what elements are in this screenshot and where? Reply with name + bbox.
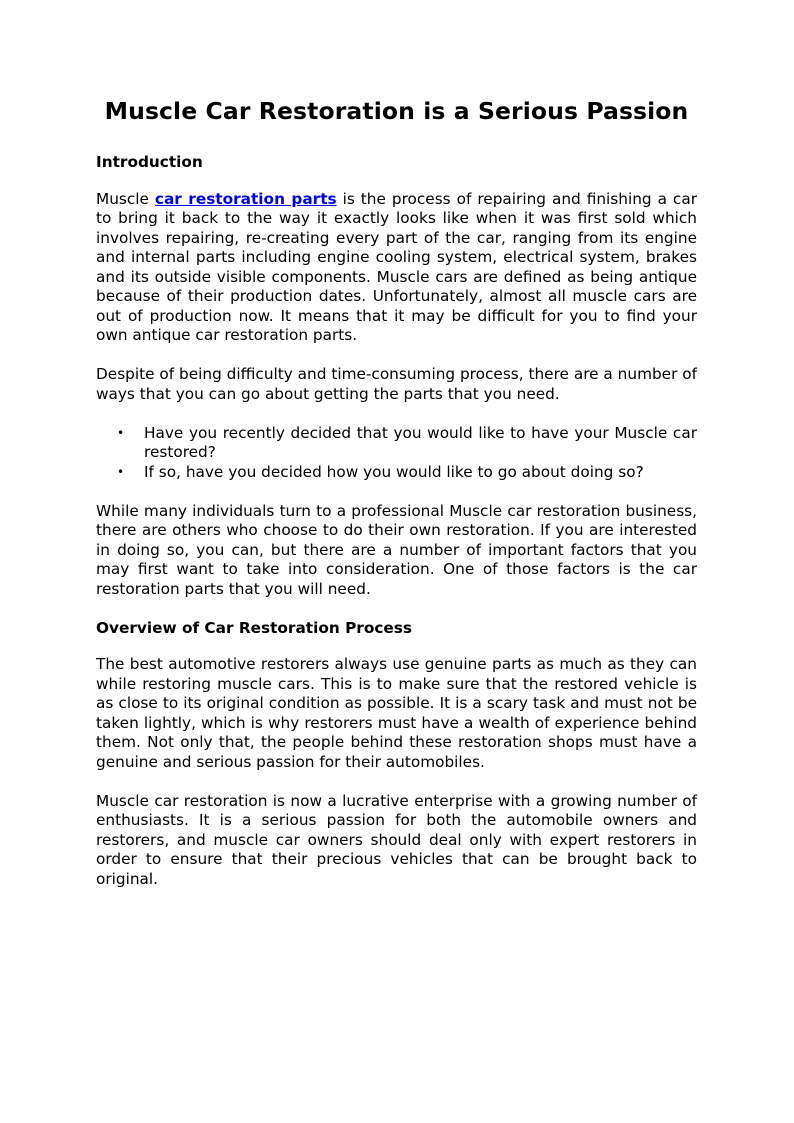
car-restoration-parts-link[interactable]: car restoration parts (154, 189, 337, 208)
bullet-icon: • (117, 464, 125, 479)
overview-heading: Overview of Car Restoration Process (96, 618, 412, 637)
page-title: Muscle Car Restoration is a Serious Passion (104, 97, 689, 125)
bullet-icon: • (117, 425, 125, 440)
list-item (117, 423, 697, 463)
intro-paragraph-3: While many individuals turn to a professional Muscle car restoration business, there are others who choose to do their own restoration. If you are interested in doing so, you can, but there are a number of important factors that you may first want to take into consideration. One of those factors is the car restoration parts that you will need. (96, 501, 697, 598)
intro-p1-suffix: is the process of repairing and finishing a car to bring it back to the way it exactly looks like when it was first sold which involves repairing, re-creating every part of the car, ranging from its engine and internal parts including engine cooling system, electrical system, brakes and its outside visible components. Muscle cars are defined as being antique because of their production dates. Unfortunately, almost all muscle cars are out of production now. It means that it may be difficult for you to find your own antique car restoration parts. (96, 189, 697, 344)
list-item (117, 462, 697, 483)
intro-paragraph-2: Despite of being difficulty and time-consuming process, there are a number of ways that you can go about getting the parts that you need. (96, 365, 697, 403)
list-item-text: Have you recently decided that you would like to have your Muscle car restored? (144, 423, 697, 461)
intro-p1-prefix: Muscle (96, 189, 149, 208)
document-page (96, 94, 697, 909)
intro-heading: Introduction (96, 153, 203, 171)
question-list (96, 424, 697, 483)
list-item-text: If so, have you decided how you would like to go about doing so? (144, 462, 644, 481)
intro-paragraph-1 (96, 190, 697, 346)
overview-paragraph-2: Muscle car restoration is now a lucrative enterprise with a growing number of enthusiasts. It is a serious passion for both the automobile owners and restorers, and muscle car owners should deal only with expert restorers in order to ensure that their precious vehicles that can be brought back to original. (96, 791, 697, 888)
overview-paragraph-1: The best automotive restorers always use genuine parts as much as they can while restoring muscle cars. This is to make sure that the restored vehicle is as close to its original condition as possible. It is a scary task and must not be taken lightly, which is why restorers must have a wealth of experience behind them. Not only that, the people behind these restoration shops must have a genuine and serious passion for their automobiles. (96, 655, 697, 771)
